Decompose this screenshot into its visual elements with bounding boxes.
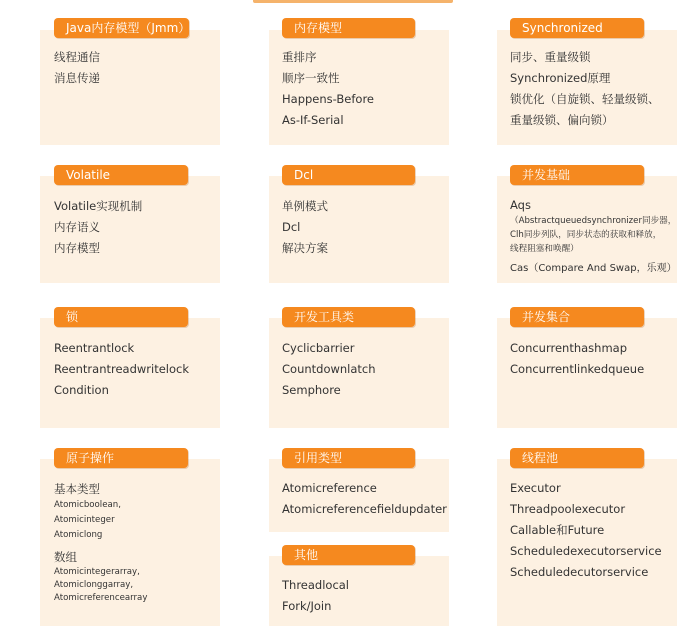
tag-concurrency-tools: 开发工具类 bbox=[282, 307, 415, 327]
list-item: Atomicreferencearray bbox=[54, 593, 148, 603]
list-item: Dcl bbox=[282, 220, 301, 234]
list-item: Aqs bbox=[510, 198, 531, 212]
dcl-items bbox=[282, 196, 328, 259]
concurrency-basics-items bbox=[510, 196, 677, 279]
list-item: Cas（Compare And Swap，乐观） bbox=[510, 263, 677, 274]
tag-atomic-ops: 原子操作 bbox=[54, 448, 188, 468]
list-item: 基本类型 bbox=[54, 482, 100, 496]
tag-lock: 锁 bbox=[54, 307, 188, 327]
list-item: Scheduledexecutorservice bbox=[510, 544, 662, 558]
list-item: Countdownlatch bbox=[282, 362, 376, 376]
list-item: 单例模式 bbox=[282, 199, 328, 213]
list-item: 同步、重量级锁 bbox=[510, 50, 591, 64]
list-item: Clh同步列队，同步状态的获取和释放， bbox=[510, 230, 662, 240]
list-item: 重排序 bbox=[282, 50, 317, 64]
list-item: Atomiclong bbox=[54, 530, 103, 540]
list-item: Synchronized原理 bbox=[510, 71, 611, 85]
list-item: Atomicreference bbox=[282, 481, 377, 495]
list-item: Volatile实现机制 bbox=[54, 199, 143, 213]
tag-jmm: Java内存模型（Jmm） bbox=[54, 18, 189, 38]
list-item: Concurrenthashmap bbox=[510, 341, 628, 355]
tag-reference-types: 引用类型 bbox=[282, 448, 415, 468]
list-item: Atomicintegerarray, bbox=[54, 567, 140, 577]
atomic-ops-items bbox=[54, 480, 147, 605]
jmm-items bbox=[54, 47, 100, 89]
list-item: 消息传递 bbox=[54, 71, 100, 85]
synchronized-items bbox=[510, 47, 660, 131]
list-item: As-If-Serial bbox=[282, 113, 344, 127]
list-item: Condition bbox=[54, 383, 109, 397]
tag-concurrent-collections: 并发集合 bbox=[510, 307, 644, 327]
list-item: Atomicinteger bbox=[54, 515, 115, 525]
thread-pool-items bbox=[510, 478, 662, 583]
list-item: Semphore bbox=[282, 383, 341, 397]
list-item: Threadlocal bbox=[282, 578, 350, 592]
list-item: 解决方案 bbox=[282, 241, 328, 255]
concurrency-tools-items bbox=[282, 338, 376, 401]
tag-concurrency-basics: 并发基础 bbox=[510, 165, 644, 185]
list-item: 顺序一致性 bbox=[282, 71, 340, 85]
memory-model-items bbox=[282, 47, 374, 131]
top-accent-bar bbox=[253, 0, 453, 3]
list-item: Happens-Before bbox=[282, 92, 374, 106]
concurrent-collections-items bbox=[510, 338, 644, 380]
list-item: Callable和Future bbox=[510, 523, 605, 537]
list-item: Reentrantreadwritelock bbox=[54, 362, 190, 376]
tag-synchronized: Synchronized bbox=[510, 18, 644, 38]
tag-volatile: Volatile bbox=[54, 165, 188, 185]
others-items bbox=[282, 575, 349, 617]
tag-dcl: Dcl bbox=[282, 165, 415, 185]
list-item: 线程阻塞和唤醒） bbox=[510, 244, 579, 254]
list-item: Atomiclonggarray, bbox=[54, 580, 134, 590]
tag-memory-model: 内存模型 bbox=[282, 18, 415, 38]
list-item: Fork/Join bbox=[282, 599, 332, 613]
list-item: Reentrantlock bbox=[54, 341, 135, 355]
volatile-items bbox=[54, 196, 142, 259]
list-item: Scheduledecutorservice bbox=[510, 565, 649, 579]
list-item: 重量级锁、偏向锁） bbox=[510, 113, 614, 127]
tag-thread-pool: 线程池 bbox=[510, 448, 644, 468]
list-item: 线程通信 bbox=[54, 50, 100, 64]
list-item: Cyclicbarrier bbox=[282, 341, 355, 355]
tag-others: 其他 bbox=[282, 545, 415, 565]
list-item: Atomicboolean, bbox=[54, 500, 121, 510]
list-item: （Abstractqueuedsynchronizer同步器， bbox=[510, 216, 677, 226]
list-item: Atomicreferencefieldupdater bbox=[282, 502, 447, 516]
list-item: 内存模型 bbox=[54, 241, 100, 255]
list-item: Concurrentlinkedqueue bbox=[510, 362, 645, 376]
list-item: Threadpoolexecutor bbox=[510, 502, 626, 516]
lock-items bbox=[54, 338, 189, 401]
list-item: 锁优化（自旋锁、轻量级锁、 bbox=[510, 92, 660, 106]
list-item: 数组 bbox=[54, 550, 77, 564]
list-item: 内存语义 bbox=[54, 220, 100, 234]
list-item: Executor bbox=[510, 481, 561, 495]
reference-types-items bbox=[282, 478, 447, 520]
